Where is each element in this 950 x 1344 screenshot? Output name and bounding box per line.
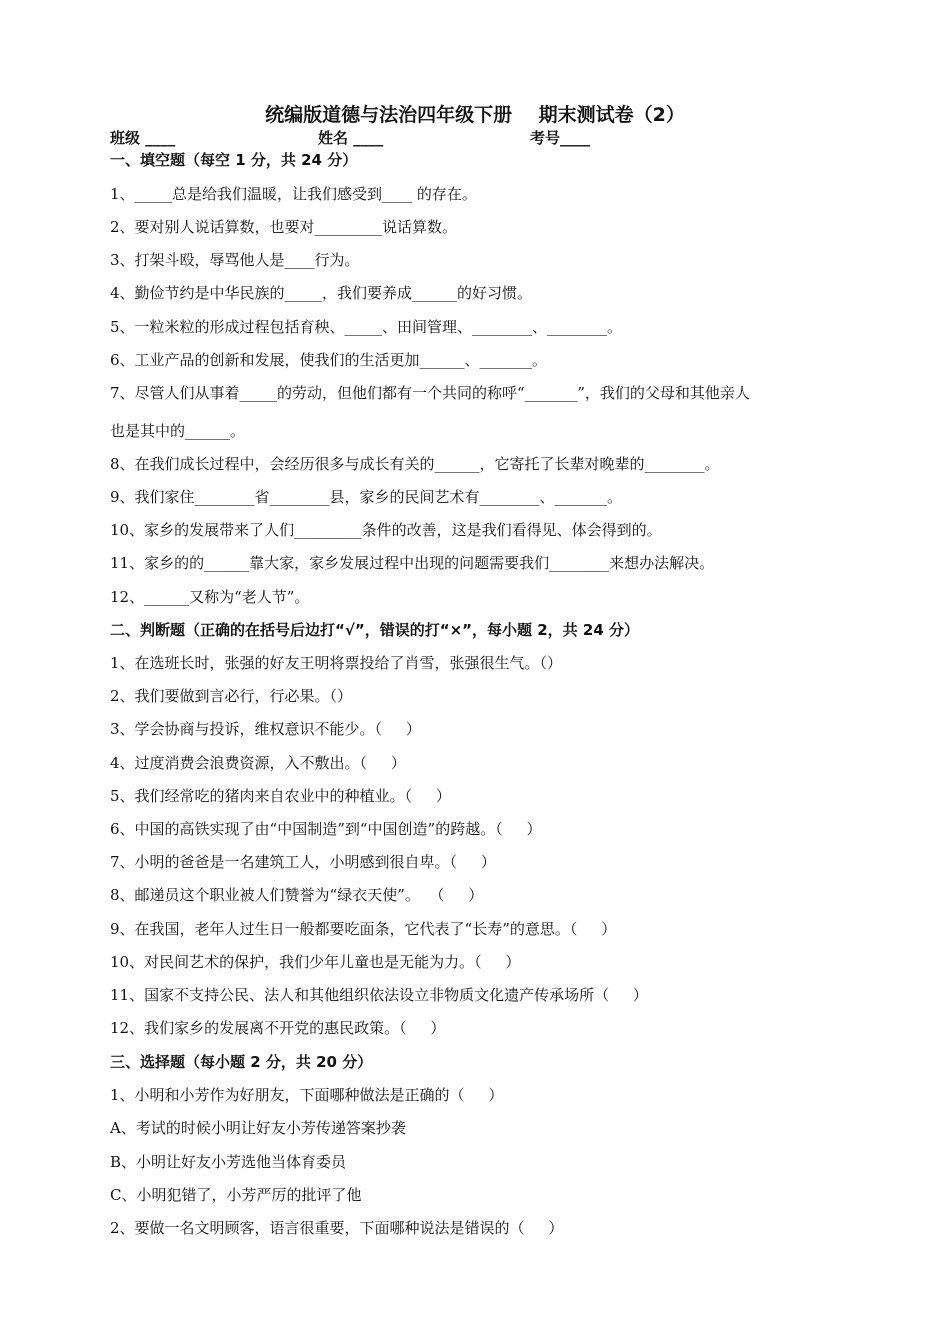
choice-question-1: 1、小明和小芳作为好朋友，下面哪种做法是正确的（ ） [110,1086,504,1104]
section-heading-fill: 一、填空题（每空 1 分，共 24 分） [110,151,358,169]
judge-question-1: 1、在选班长时，张强的好友王明将票投给了肖雪，张强很生气。（） [110,654,563,672]
judge-question-12: 12、我们家乡的发展离不开党的惠民政策。（ ） [110,1019,446,1037]
fill-question-12: 12、______又称为“老人节”。 [110,588,310,606]
judge-question-8: 8、邮递员这个职业被人们赞誉为“绿衣天使”。 （ ） [110,886,484,904]
fill-question-10: 10、家乡的发展带来了人们_________条件的改善，这是我们看得见、体会得到的。 [110,521,662,539]
fill-question-7: 7、尽管人们从事着_____的劳动，但他们都有一个共同的称呼“_______”，我们的父母和其他亲人 [110,384,750,402]
student-info-row [110,127,870,149]
name-field: 姓名 ____ [318,129,384,147]
class-field: 班级 ____ [110,129,176,147]
fill-question-6: 6、工业产品的创新和发展，使我们的生活更加______、_______。 [110,351,548,369]
fill-question-2: 2、要对别人说话算数，也要对_________说话算数。 [110,218,458,236]
judge-question-6: 6、中国的高铁实现了由“中国制造”到“中国创造”的跨越。（ ） [110,820,542,838]
section-heading-judge: 二、判断题（正确的在括号后边打“√”，错误的打“×”，每小题 2，共 24 分） [110,621,639,639]
fill-question-4: 4、勤俭节约是中华民族的_____，我们要养成______的好习惯。 [110,284,533,302]
page-title: 统编版道德与法治四年级下册 期末测试卷（2） [265,104,685,126]
judge-question-10: 10、对民间艺术的保护，我们少年儿童也是无能为力。（ ） [110,953,521,971]
choice-option-b: B、小明让好友小芳选他当体育委员 [110,1153,347,1171]
judge-question-4: 4、过度消费会浪费资源，入不敷出。（ ） [110,754,406,772]
judge-question-9: 9、在我国，老年人过生日一般都要吃面条，它代表了“长寿”的意思。（ ） [110,920,617,938]
section-heading-choice: 三、选择题（每小题 2 分，共 20 分） [110,1053,373,1071]
judge-question-3: 3、学会协商与投诉，维权意识不能少。（ ） [110,720,421,738]
choice-question-2: 2、要做一名文明顾客，语言很重要，下面哪种说法是错误的（ ） [110,1219,564,1237]
fill-question-9: 9、我们家住________省________县，家乡的民间艺术有________、_______。 [110,488,623,506]
fill-question-8: 8、在我们成长过程中，会经历很多与成长有关的______，它寄托了长辈对晚辈的________。 [110,455,720,473]
judge-question-5: 5、我们经常吃的猪肉来自农业中的种植业。（ ） [110,787,451,805]
judge-question-7: 7、小明的爸爸是一名建筑工人，小明感到很自卑。（ ） [110,853,496,871]
choice-option-a: A、考试的时候小明让好友小芳传递答案抄袭 [110,1119,406,1137]
choice-option-c: C、小明犯错了，小芳严厉的批评了他 [110,1186,362,1204]
fill-question-1: 1、_____总是给我们温暖，让我们感受到____ 的存在。 [110,185,477,203]
exam-number-field: 考号____ [530,129,591,147]
fill-question-3: 3、打架斗殴，辱骂他人是____行为。 [110,251,360,269]
fill-question-7-continued: 也是其中的______。 [110,422,246,440]
fill-question-5: 5、一粒米粒的形成过程包括育秧、_____、田间管理、________、________。 [110,318,623,336]
judge-question-11: 11、国家不支持公民、法人和其他组织依法设立非物质文化遗产传承场所（ ） [110,986,648,1004]
judge-question-2: 2、我们要做到言必行，行必果。（） [110,687,353,705]
fill-question-11: 11、家乡的的______靠大家，家乡发展过程中出现的问题需要我们________来想办法解决。 [110,554,715,572]
